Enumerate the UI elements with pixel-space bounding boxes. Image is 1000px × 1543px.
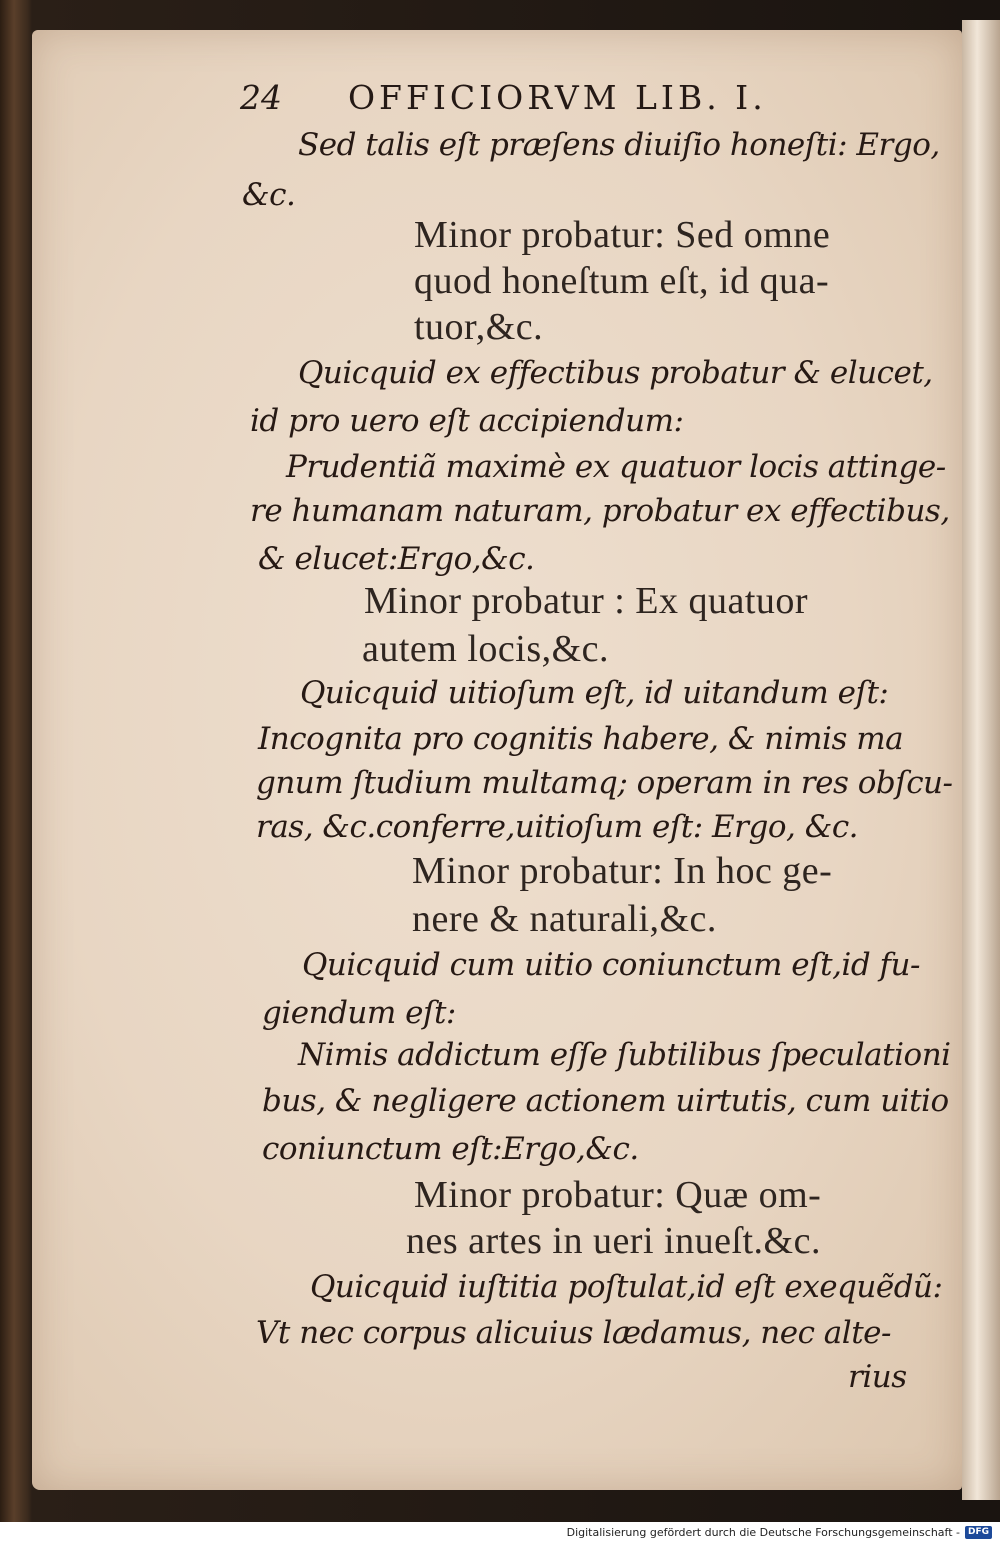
text-line-3: Minor probatur: Sed omne xyxy=(414,214,831,256)
digitization-footer xyxy=(0,1522,1000,1543)
text-line-12: autem locis,&c. xyxy=(362,628,610,670)
text-line-14: Incognita pro cognitis habere, & nimis ma xyxy=(258,721,904,757)
text-line-6: Quicquid ex effectibus probatur & elucet, xyxy=(298,355,933,391)
text-line-8: Prudentiã maximè ex quatuor locis attinge- xyxy=(286,449,946,485)
text-line-7: id pro uero eſt accipiendum: xyxy=(250,403,684,439)
text-line-2: &c. xyxy=(242,177,296,213)
text-line-9: re humanam naturam, probatur ex effectibus, xyxy=(250,493,950,529)
footer-credit: Digitalisierung gefördert durch die Deutsche Forschungsgemeinschaft - xyxy=(566,1526,960,1539)
text-line-17: Minor probatur: In hoc ge- xyxy=(412,850,833,892)
text-line-11: Minor probatur : Ex quatuor xyxy=(364,580,809,622)
text-line-25: nes artes in ueri inueſt.&c. xyxy=(406,1220,821,1262)
text-line-1: Sed talis eſt præſens diuiſio honeſti: Ergo, xyxy=(298,127,940,163)
text-line-22: bus, & negligere actionem uirtutis, cum uitio xyxy=(262,1083,949,1119)
text-line-24: Minor probatur: Quæ om- xyxy=(414,1174,822,1216)
text-line-19: Quicquid cum uitio coniunctum eſt,id fu- xyxy=(302,947,920,983)
text-line-13: Quicquid uitioſum eſt, id uitandum eſt: xyxy=(300,675,889,711)
text-line-23: coniunctum eſt:Ergo,&c. xyxy=(262,1131,639,1167)
text-line-20: giendum eſt: xyxy=(262,995,456,1031)
text-line-5: tuor,&c. xyxy=(414,306,544,348)
text-line-21: Nimis addictum eſſe ſubtilibus ſpeculationi xyxy=(298,1037,951,1073)
text-line-26: Quicquid iuſtitia poſtulat,id eſt exequẽdũ: xyxy=(310,1269,943,1305)
text-line-10: & elucet:Ergo,&c. xyxy=(258,541,535,577)
running-title: OFFICIORVM LIB. I. xyxy=(348,78,767,117)
text-line-4: quod honeſtum eſt, id qua- xyxy=(414,260,830,302)
text-line-18: nere & naturali,&c. xyxy=(412,898,717,940)
text-line-16: ras, &c.conferre,uitioſum eſt: Ergo, &c. xyxy=(256,809,859,845)
text-line-15: gnum ſtudium multamq; operam in res obſcu- xyxy=(256,765,953,801)
book-spine xyxy=(962,20,1000,1500)
text-line-28: rius xyxy=(848,1359,907,1395)
running-header xyxy=(240,78,840,128)
text-line-27: Vt nec corpus alicuius lædamus, nec alte- xyxy=(256,1315,891,1351)
page-number: 24 xyxy=(240,78,282,117)
dfg-logo: DFG xyxy=(965,1526,992,1539)
